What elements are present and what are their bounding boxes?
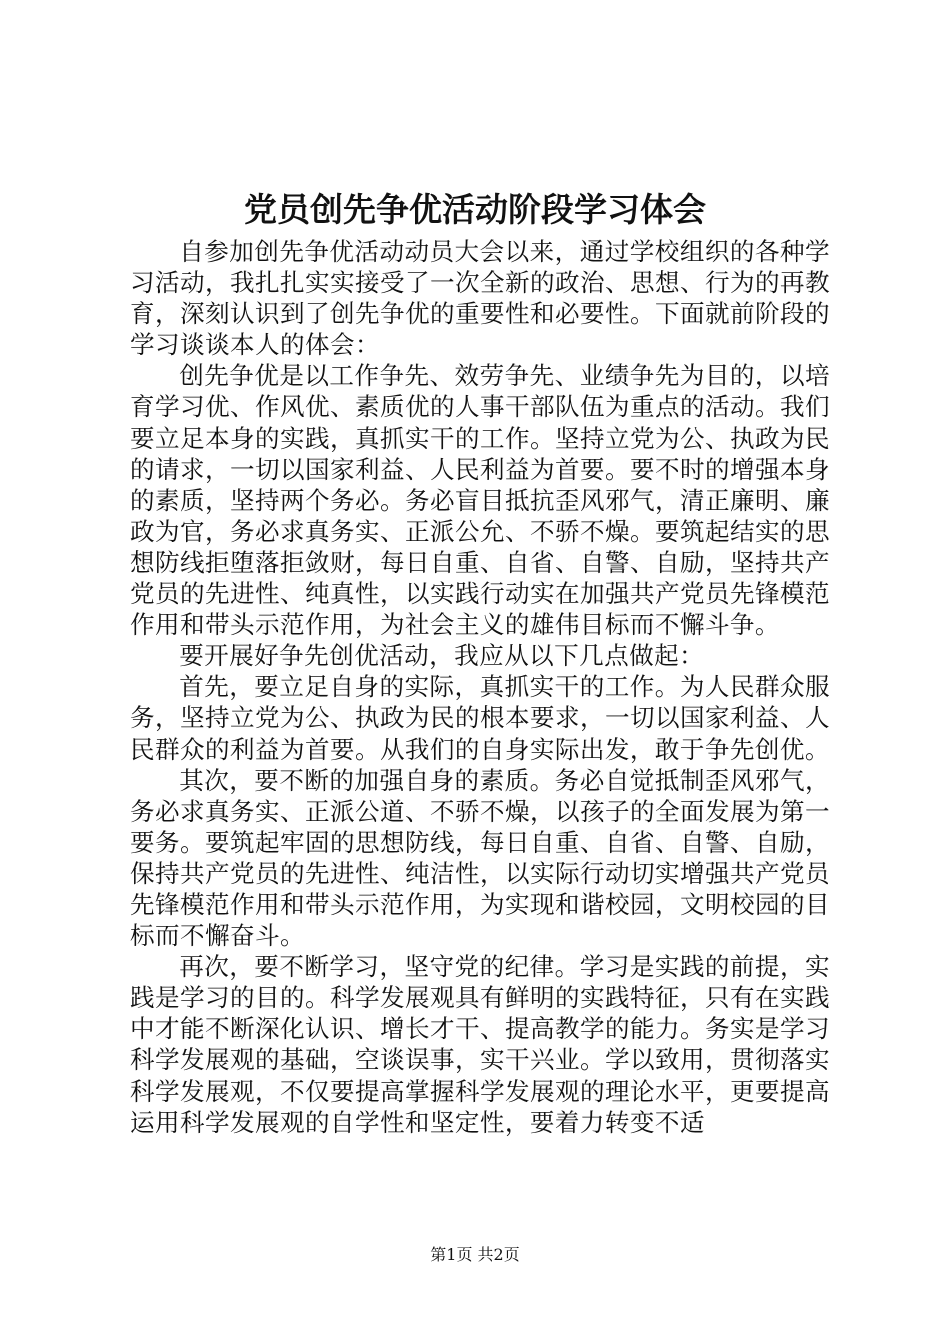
paragraph-1: 自参加创先争优活动动员大会以来，通过学校组织的各种学习活动，我扎扎实实接受了一次全新的政治、思想、行为的再教育，深刻认识到了创先争优的重要性和必要性。下面就前阶段的学习谈谈本人的体会： [130,237,830,360]
paragraph-4: 首先，要立足自身的实际，真抓实干的工作。为人民群众服务，坚持立党为公、执政为民的根本要求，一切以国家利益、人民群众的利益为首要。从我们的自身实际出发，敢于争先创优。 [130,672,830,764]
paragraph-6: 再次，要不断学习，坚守党的纪律。学习是实践的前提，实践是学习的目的。科学发展观具有鲜明的实践特征，只有在实践中才能不断深化认识、增长才干、提高教学的能力。务实是学习科学发展观的基础，空谈误事，实干兴业。学以致用，贯彻落实科学发展观，不仅要提高掌握科学发展观的理论水平，更要提高运用科学发展观的自学性和坚定性，要着力转变不适 [130,952,830,1137]
page-number-footer: 第1页 共2页 [430,1245,520,1264]
document-body [130,236,830,1138]
paragraph-3: 要开展好争先创优活动，我应从以下几点做起： [179,641,705,671]
paragraph-2: 创先争优是以工作争先、效劳争先、业绩争先为目的，以培育学习优、作风优、素质优的人事干部队伍为重点的活动。我们要立足本身的实践，真抓实干的工作。坚持立党为公、执政为民的请求，一切以国家利益、人民利益为首要。要不时的增强本身的素质，坚持两个务必。务必盲目抵抗歪风邪气，清正廉明、廉政为官，务必求真务实、正派公允、不骄不燥。要筑起结实的思想防线拒堕落拒敛财，每日自重、自省、自警、自励，坚持共产党员的先进性、纯真性，以实践行动实在加强共产党员先锋模范作用和带头示范作用，为社会主义的雄伟目标而不懈斗争。 [130,361,830,640]
page-title: 党员创先争优活动阶段学习体会 [244,190,706,229]
paragraph-5: 其次，要不断的加强自身的素质。务必自觉抵制歪风邪气，务必求真务实、正派公道、不骄不燥，以孩子的全面发展为第一要务。要筑起牢固的思想防线，每日自重、自省、自警、自励，保持共产党员的先进性、纯洁性，以实际行动切实增强共产党员先锋模范作用和带头示范作用，为实现和谐校园，文明校园的目标而不懈奋斗。 [130,765,830,951]
